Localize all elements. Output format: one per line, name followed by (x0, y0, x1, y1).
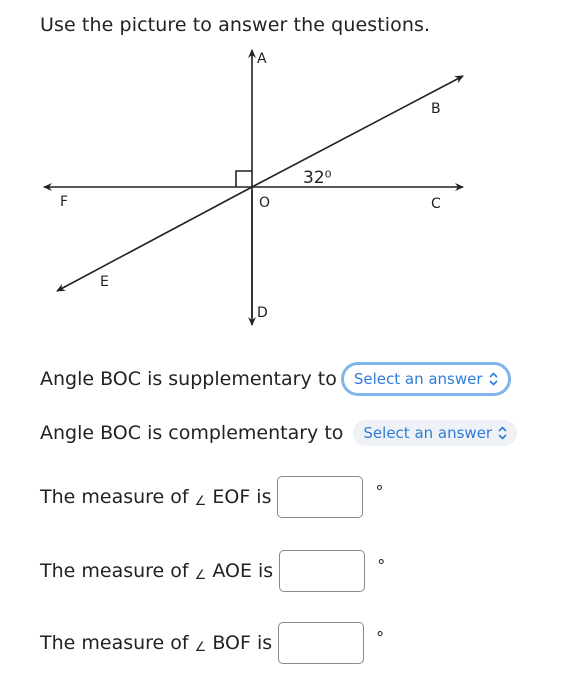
complementary-select[interactable] (353, 420, 517, 446)
question-4-text (40, 560, 273, 582)
degree-unit: ° (377, 555, 386, 575)
question-4 (40, 550, 385, 592)
angle-symbol: ∠ (194, 640, 207, 655)
question-5-prefix: The measure of (40, 632, 189, 654)
question-4-prefix: The measure of (40, 560, 189, 582)
label-c: C (431, 196, 441, 212)
angle-diagram (0, 40, 587, 340)
question-3-angle: EOF is (212, 486, 272, 508)
label-e: E (100, 274, 109, 290)
question-5-text (40, 632, 272, 654)
supplementary-select[interactable] (341, 362, 511, 396)
angle-symbol: ∠ (194, 494, 207, 509)
chevron-up-down-icon (498, 426, 507, 440)
question-5-angle: BOF is (212, 632, 273, 654)
question-4-angle: AOE is (212, 560, 274, 582)
bof-measure-input[interactable] (278, 622, 364, 664)
angle-label-boc: 32⁰ (303, 168, 332, 188)
label-f: F (60, 194, 69, 210)
right-angle-mark (236, 171, 252, 187)
label-a: A (257, 51, 267, 67)
chevron-up-down-icon (489, 372, 498, 386)
label-o: O (259, 195, 271, 211)
ray-oe (57, 187, 252, 291)
eof-measure-input[interactable] (277, 476, 363, 518)
question-1-text: Angle BOC is supplementary to (40, 368, 337, 390)
question-2 (40, 420, 517, 446)
angle-symbol: ∠ (194, 568, 207, 583)
degree-unit: ° (375, 481, 384, 501)
instruction-text: Use the picture to answer the questions. (40, 14, 431, 36)
label-d: D (257, 305, 268, 321)
label-b: B (431, 101, 441, 117)
aoe-measure-input[interactable] (279, 550, 365, 592)
degree-unit: ° (376, 627, 385, 647)
question-3 (40, 476, 383, 518)
question-5 (40, 622, 384, 664)
question-3-prefix: The measure of (40, 486, 189, 508)
question-1 (40, 362, 511, 396)
ray-ob (252, 76, 463, 187)
question-3-text (40, 486, 271, 508)
complementary-select-value: Select an answer (363, 424, 493, 442)
supplementary-select-value: Select an answer (353, 370, 483, 388)
question-2-text: Angle BOC is complementary to (40, 422, 344, 444)
